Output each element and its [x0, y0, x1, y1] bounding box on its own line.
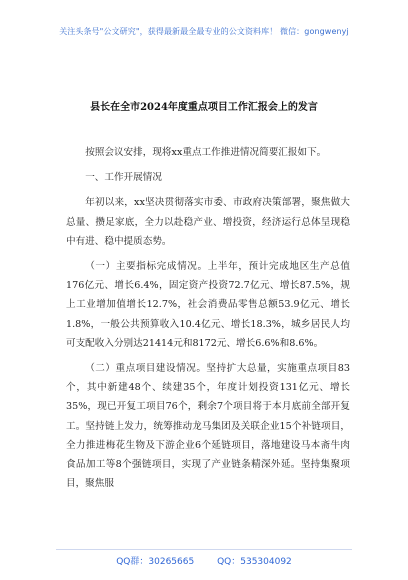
- document-body: [66, 143, 350, 499]
- footer-qq: QQ：535304092: [217, 557, 292, 567]
- footer-divider: [56, 549, 352, 550]
- header-banner: 关注头条号"公文研究"，获得最新最全最专业的公文资料库！ 微信：gongwenyj: [59, 27, 349, 36]
- document-title: 县长在全市2024年度重点项目工作汇报会上的发言: [90, 102, 318, 113]
- paragraph-indicators: （一）主要指标完成情况。上半年，预计完成地区生产总值176亿元、增长6.4%，固定资产投资72.7亿元、增长87.5%，规上工业增加值增长12.7%，社会消费品零售总额53.9亿元、增长1.8%，一般公共预算收入10.4亿元、增长18.3%，城乡居民人均可支配收入分别达21414元和8172元、增长6.6%和8.6%。: [66, 261, 350, 349]
- paragraph-intro: 按照会议安排，现将xx重点工作推进情况简要汇报如下。: [85, 147, 327, 158]
- section-heading: 一、工作开展情况: [85, 172, 162, 184]
- footer-qq-group: QQ群：30265665: [116, 557, 195, 567]
- paragraph-projects: （二）重点项目建设情况。坚持扩大总量，实施重点项目83个，其中新建48个、续建35个，年度计划投资131亿元、增长35%，现已开复工项目76个，剩余7个项目将于本月底前全部开复工。坚持链上发力，统筹推动龙马集团及关联企业15个补链项目，全力推进梅花生物及下游企业6个延链项目，落地建设马本斋牛肉食品加工等8个强链项目，实现了产业链条精深外延。坚持集聚项目，聚焦服: [66, 363, 350, 490]
- footer-contact: [0, 554, 408, 567]
- paragraph-overview: 年初以来，xx坚决贯彻落实市委、市政府决策部署，聚焦做大总量、攒足家底，全力以赴稳产业、增投资，经济运行总体呈现稳中有进、稳中提质态势。: [66, 197, 350, 247]
